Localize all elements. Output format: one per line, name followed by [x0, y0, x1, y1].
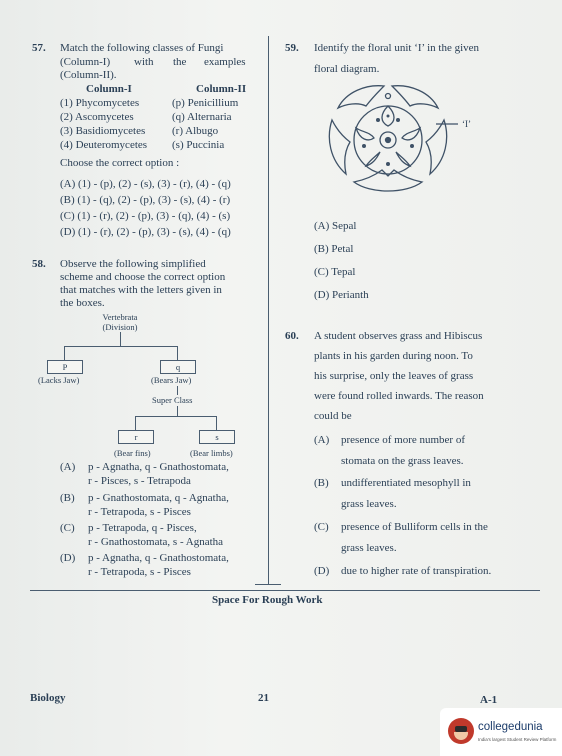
scheme-vertebrata: Vertebrata: [102, 312, 138, 322]
q57-row1-right: (p) Penicillium: [172, 97, 239, 109]
inner-lobe: [366, 152, 380, 166]
q59-option-a[interactable]: (A) Sepal: [314, 220, 357, 232]
q60-option-a-label[interactable]: (A): [314, 434, 330, 446]
q60-option-b-line1[interactable]: undifferentiated mesophyll in: [341, 477, 471, 489]
q57-option-d[interactable]: (D) (1) - (r), (2) - (p), (3) - (s), (4) - (q): [60, 226, 231, 238]
outer-whorl-segment: [329, 120, 350, 174]
q57-row2-right: (q) Alternaria: [172, 111, 232, 123]
q57-option-a[interactable]: (A) (1) - (p), (2) - (s), (3) - (r), (4) - (q): [60, 178, 231, 190]
q57-choose-prompt: Choose the correct option :: [60, 157, 180, 169]
collegedunia-watermark: [440, 708, 562, 756]
scheme-connector: [177, 406, 178, 416]
mother-axis: [386, 94, 391, 99]
q60-stem-line5: could be: [314, 410, 352, 422]
gynoecium-center: [386, 138, 391, 143]
q59-stem-line2: floral diagram.: [314, 63, 380, 75]
q57-row3-left: (3) Basidiomycetes: [60, 125, 146, 137]
outer-whorl-segment: [426, 120, 447, 174]
q57-stem-line2b: with: [134, 56, 154, 68]
footer-page-number: 21: [258, 692, 269, 704]
q58-option-d-line1[interactable]: p - Agnatha, q - Gnathostomata,: [88, 552, 229, 564]
brand-tagline: India's largest Student Review Platform: [478, 737, 557, 742]
q60-stem-line4: were found rolled inwards. The reason: [314, 390, 484, 402]
scheme-connector: [177, 346, 178, 360]
rough-work-label: Space For Rough Work: [212, 594, 323, 606]
q60-option-c-line2[interactable]: grass leaves.: [341, 542, 397, 554]
q58-option-d-label[interactable]: (D): [60, 552, 76, 564]
q58-option-a-line1[interactable]: p - Agnatha, q - Gnathostomata,: [88, 461, 229, 473]
q58-number: 58.: [32, 258, 46, 270]
q59-option-c[interactable]: (C) Tepal: [314, 266, 356, 278]
q58-option-b-line2[interactable]: r - Tetrapoda, s - Pisces: [88, 506, 191, 518]
q60-stem-line1: A student observes grass and Hibiscus: [314, 330, 483, 342]
brand-name: collegedunia: [478, 721, 543, 733]
scheme-note-p: (Lacks Jaw): [38, 375, 80, 385]
q58-option-c-line1[interactable]: p - Tetrapoda, q - Pisces,: [88, 522, 197, 534]
scheme-connector: [177, 386, 178, 395]
footer-subject: Biology: [30, 692, 66, 704]
scheme-connector: [64, 346, 65, 360]
q60-option-a-line2[interactable]: stomata on the grass leaves.: [341, 455, 464, 467]
outer-whorl-segment: [392, 86, 438, 108]
q57-column1-heading: Column-I: [86, 83, 132, 95]
q60-option-b-label[interactable]: (B): [314, 477, 329, 489]
q60-stem-line3: his surprise, only the leaves of grass: [314, 370, 474, 382]
outer-whorl-segment: [354, 170, 422, 191]
inner-lobe: [356, 128, 374, 140]
q59-stem-line1: Identify the floral unit ‘I’ in the given: [314, 42, 480, 54]
q60-option-b-line2[interactable]: grass leaves.: [341, 498, 397, 510]
q58-stem-line2: scheme and choose the correct option: [60, 271, 226, 283]
q57-stem-line2d: examples: [204, 56, 246, 68]
scheme-super-class: Super Class: [152, 395, 193, 405]
q58-option-c-label[interactable]: (C): [60, 522, 75, 534]
scheme-connector: [135, 416, 136, 430]
scheme-box-s: s: [199, 430, 235, 444]
q58-option-d-line2[interactable]: r - Tetrapoda, s - Pisces: [88, 566, 191, 578]
q60-option-d-label[interactable]: (D): [314, 565, 330, 577]
q58-option-a-line2[interactable]: r - Pisces, s - Tetrapoda: [88, 475, 191, 487]
q59-option-b[interactable]: (B) Petal: [314, 243, 354, 255]
q57-stem-line2c: the: [173, 56, 187, 68]
collegedunia-logo-icon: [448, 718, 474, 744]
q57-column2-heading: Column-II: [196, 83, 247, 95]
inner-lobe: [396, 152, 410, 166]
q60-option-a-line1[interactable]: presence of more number of: [341, 434, 466, 446]
column-divider: [268, 36, 269, 584]
scheme-note-r: (Bear fins): [114, 448, 151, 458]
scheme-note-q: (Bears Jaw): [151, 375, 192, 385]
floral-label-I: ‘I’: [462, 119, 471, 129]
outer-whorl-segment: [338, 86, 384, 108]
q58-option-a-label[interactable]: (A): [60, 461, 76, 473]
q57-stem-line1: Match the following classes of Fungi: [60, 42, 224, 54]
q60-number: 60.: [285, 330, 299, 342]
divider-foot: [255, 584, 281, 585]
q58-option-b-line1[interactable]: p - Gnathostomata, q - Agnatha,: [88, 492, 229, 504]
q60-option-d-line1[interactable]: due to higher rate of transpiration.: [341, 565, 492, 577]
scheme-box-p: P: [47, 360, 83, 374]
scheme-note-s: (Bear limbs): [190, 448, 233, 458]
q57-stem-line3: (Column-II).: [60, 69, 117, 81]
q58-stem-line1: Observe the following simplified: [60, 258, 206, 270]
q57-row1-left: (1) Phycomycetes: [60, 97, 140, 109]
q57-option-c[interactable]: (C) (1) - (r), (2) - (p), (3) - (q), (4) - (s): [60, 210, 231, 222]
floral-diagram: [318, 80, 458, 200]
q59-number: 59.: [285, 42, 299, 54]
q57-row3-right: (r) Albugo: [172, 125, 219, 137]
q58-stem-line4: the boxes.: [60, 297, 105, 309]
q57-row4-left: (4) Deuteromycetes: [60, 139, 148, 151]
q57-option-b[interactable]: (B) (1) - (q), (2) - (p), (3) - (s), (4) - (r): [60, 194, 231, 206]
scheme-connector: [216, 416, 217, 430]
scheme-box-q: q: [160, 360, 196, 374]
scheme-connector: [64, 346, 177, 347]
q58-option-b-label[interactable]: (B): [60, 492, 75, 504]
rough-rule: [30, 590, 540, 591]
scheme-box-r: r: [118, 430, 154, 444]
q58-option-c-line2[interactable]: r - Gnathostomata, s - Agnatha: [88, 536, 224, 548]
scheme-connector: [135, 416, 216, 417]
footer-code: A-1: [480, 694, 498, 706]
q60-option-c-line1[interactable]: presence of Bulliform cells in the: [341, 521, 488, 533]
inner-lobe: [402, 128, 420, 140]
q57-row2-left: (2) Ascomycetes: [60, 111, 134, 123]
q60-stem-line2: plants in his garden during noon. To: [314, 350, 473, 362]
q57-number: 57.: [32, 42, 46, 54]
q57-stem-line2a: (Column-I): [60, 56, 111, 68]
scheme-connector: [120, 332, 121, 346]
q57-row4-right: (s) Puccinia: [172, 139, 225, 151]
scheme-division: (Division): [102, 322, 138, 332]
q59-option-d[interactable]: (D) Perianth: [314, 289, 369, 301]
q60-option-c-label[interactable]: (C): [314, 521, 329, 533]
q58-stem-line3: that matches with the letters given in: [60, 284, 222, 296]
